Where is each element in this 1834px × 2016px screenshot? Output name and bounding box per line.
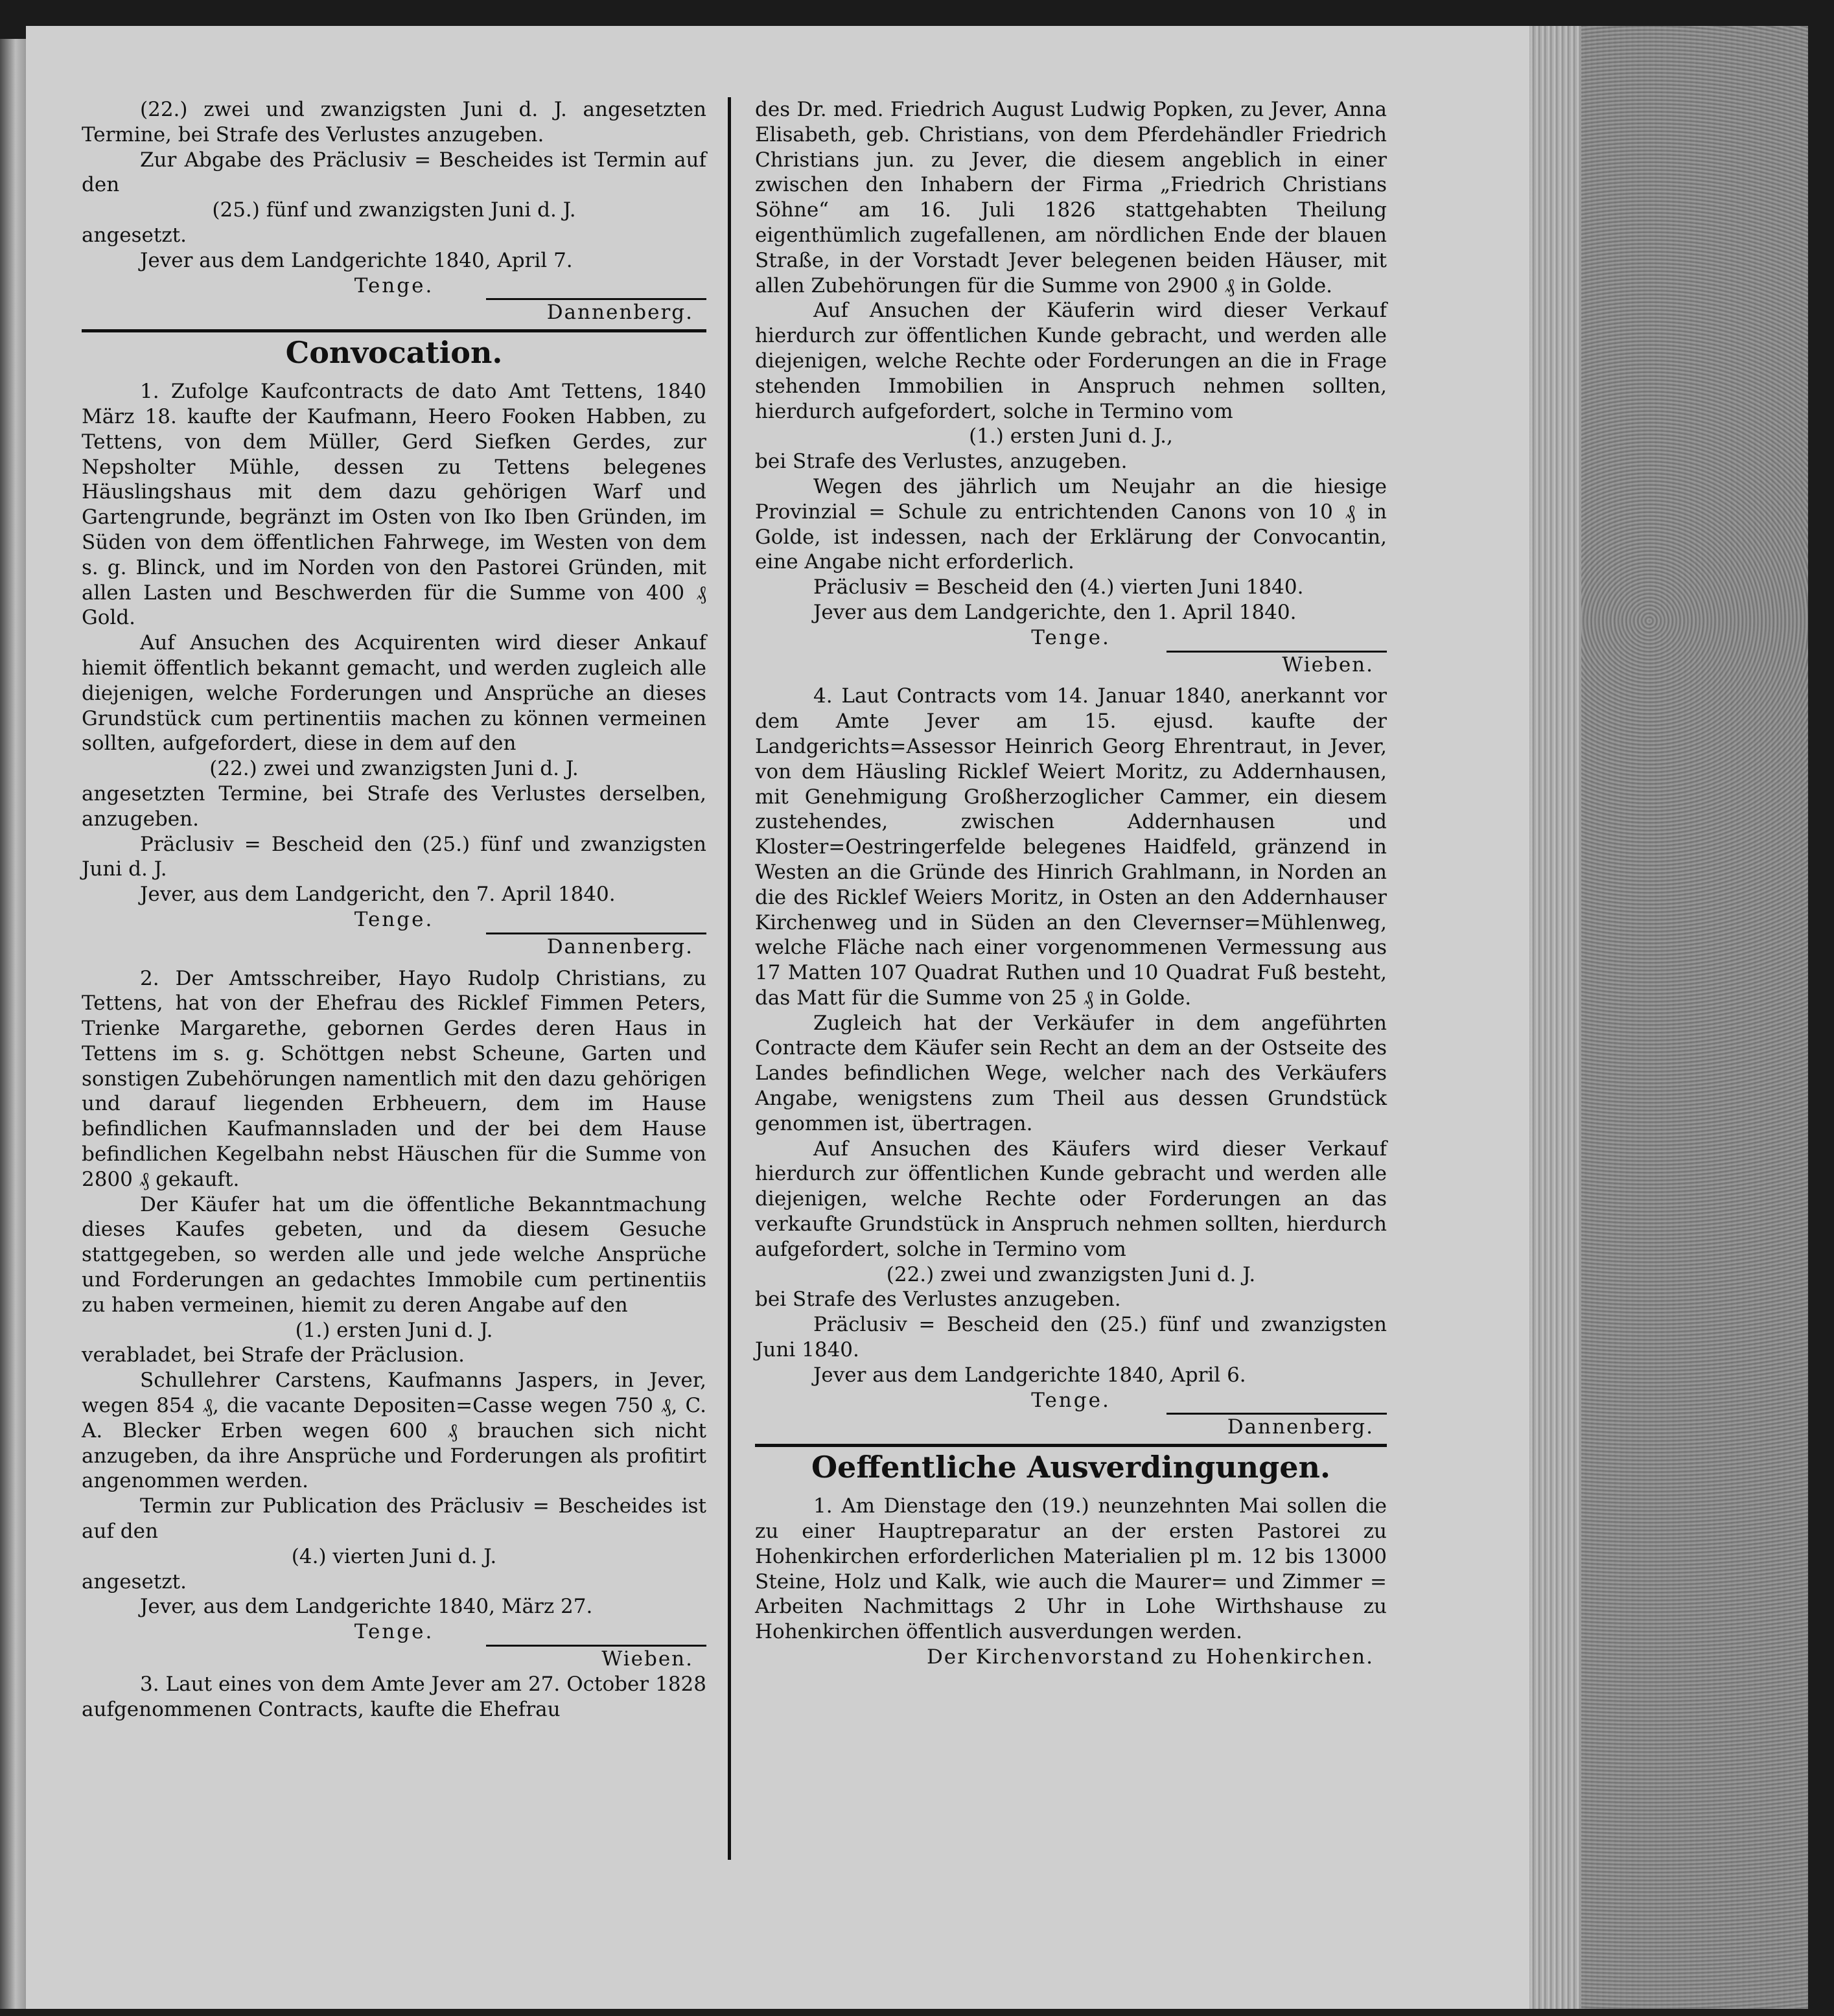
place-date: Jever aus dem Landgerichte, den 1. April 1840. [813, 600, 1297, 624]
book-cover-strip [1581, 26, 1808, 2009]
notice-text: Wegen des jährlich um Neujahr an die hiesige Provinzial = Schule zu entrichtenden Canons von 10 ₰ in Golde, ist indessen, nach der Erklärung der Convocantin, eine Angabe nicht erforderlich. [755, 474, 1387, 574]
notice-date: (1.) ersten Juni d. J., [969, 424, 1173, 448]
notice-text: Präclusiv = Bescheid den (25.) fünf und zwanzigsten Juni 1840. [755, 1313, 1387, 1362]
notice-date: (22.) zwei und zwanzigsten Juni d. J. [209, 757, 579, 781]
place-date: Jever aus dem Landgerichte 1840, April 7. [140, 248, 573, 272]
notice-text: Der Käufer hat um die öffentliche Bekanntmachung dieses Kaufes gebeten, und da diesem Gesuche stattgegeben, so werden alle und jede welche Ansprüche und Forderungen an gedachtes Immobile cum pertinentiis zu haben vermeinen, hiemit zu deren Angabe auf den [82, 1192, 706, 1317]
section-heading: Convocation. [82, 329, 706, 373]
notice-text: Präclusiv = Bescheid den (25.) fünf und zwanzigsten Juni d. J. [82, 832, 706, 881]
notice-text: 1. Zufolge Kaufcontracts de dato Amt Tettens, 1840 März 18. kaufte der Kaufmann, Heero Fooken Habben, zu Tettens, von dem Müller, Gerd Siefken Gerdes, zur Nepsholter Mühle, dessen zu Tettens belegenes Häuslingshaus mit dem dazu gehörigen Warf und Gartengrunde, begränzt im Osten von Iko Iben Gründen, im Süden von dem öffentlichen Fahrwege, im Westen von dem s. g. Blinck, und im Norden von den Pastorei Gründen, mit allen Lasten und Beschwerden für die Summe von 400 ₰ Gold. [82, 380, 706, 630]
notice-text: verabladet, bei Strafe der Präclusion. [82, 1343, 465, 1367]
notice-text: angesetzt. [82, 223, 187, 247]
notice-text: 2. Der Amtsschreiber, Hayo Rudolp Christians, zu Tettens, hat von der Ehefrau des Ricklef Fimmen Peters, Trienke Margarethe, gebornen Gerdes deren Haus in Tettens im s. g. Schöttgen nebst Scheune, Garten und sonstigen Zubehörungen namentlich mit den dazu gehörigen und darauf liegenden Erbheuern, dem im Hause befindlichen Kaufmannsladen und der bei dem Hause befindlichen Kegelbahn nebst Häuschen für die Summe von 2800 ₰ gekauft. [82, 966, 706, 1191]
notice-text: Auf Ansuchen des Käufers wird dieser Verkauf hierdurch zur öffentlichen Kunde gebracht und werden alle diejenigen, welche Rechte oder Forderungen an das verkaufte Grundstück in Anspruch nehmen sollten, hierdurch aufgefordert, solche in Termino vom [755, 1137, 1387, 1261]
notice-text: 1. Am Dienstage den (19.) neunzehnten Mai sollen die zu einer Hauptreparatur an der ersten Pastorei zu Hohenkirchen erforderlichen Materialien pl m. 12 bis 13000 Steine, Holz und Kalk, wie auch die Maurer= und Zimmer = Arbeiten Nachmittags 2 Uhr in Lohe Wirthshause zu Hohenkirchen öffentlich ausverdungen werden. [755, 1494, 1387, 1644]
notice-text: Auf Ansuchen des Acquirenten wird dieser Ankauf hiemit öffentlich bekannt gemacht, und werden zugleich alle diejenigen, welche Forderungen und Ansprüche an dieses Grundstück cum pertinentiis machen zu können vermeinen sollten, aufgefordert, diese in dem auf den [82, 631, 706, 756]
section-heading: Oeffentliche Ausverdingungen. [755, 1444, 1387, 1487]
signer: Der Kirchenvorstand zu Hohenkirchen. [926, 1645, 1374, 1669]
notice-text: des Dr. med. Friedrich August Ludwig Popken, zu Jever, Anna Elisabeth, geb. Christians, von dem Pferdehändler Friedrich Christians jun. zu Jever, die diesem angeblich in einer zwischen den Inhabern der Firma „Friedrich Christians Söhne“ am 16. Juli 1826 stattgehabten Theilung eigenthümlich zugefallenen, am nördlichen Ende der blauen Straße, in der Vorstadt Jever belegenen beiden Häuser, mit allen Zubehörungen für die Summe von 2900 ₰ in Golde. [755, 98, 1387, 297]
notice-text: angesetzten Termine, bei Strafe des Verlustes derselben, anzugeben. [82, 782, 706, 831]
signer: Tenge. [354, 273, 434, 297]
notice-text: angesetzt. [82, 1570, 187, 1593]
place-date: Jever, aus dem Landgericht, den 7. April 1840. [140, 883, 616, 907]
clerk-signature: Wieben. [1167, 651, 1387, 678]
signer: Tenge. [1031, 625, 1111, 649]
clerk-signature: Dannenberg. [486, 933, 706, 960]
notice-text: Zur Abgabe des Präclusiv = Bescheides ist Termin auf den [82, 148, 706, 197]
notice-text: 4. Laut Contracts vom 14. Januar 1840, anerkannt vor dem Amte Jever am 15. ejusd. kaufte der Landgerichts=Assessor Heinrich Georg Ehrentraut, in Jever, von dem Häusling Ricklef Weiert Moritz, zu Addernhausen, mit Genehmigung Großherzoglicher Cammer, ein diesem zustehendes, zwischen Addernhausen und Kloster=Oestringerfelde belegenes Haidfeld, gränzend in Westen an die Gründe des Hinrich Grahlmann, in Norden an die des Ricklef Weiers Moritz, in Osten an den Addernhauser Kirchenweg und in Süden an den Clevernser=Mühlenweg, welche Fläche nach einer vorgenommenen Vermessung aus 17 Matten 107 Quadrat Ruthen und 10 Quadrat Fuß besteht, das Matt für die Summe von 25 ₰ in Golde. [755, 684, 1387, 1010]
notice-text: Präclusiv = Bescheid den (4.) vierten Juni 1840. [813, 575, 1304, 599]
signer: Tenge. [1031, 1388, 1111, 1412]
place-date: Jever aus dem Landgerichte 1840, April 6. [813, 1363, 1246, 1387]
clerk-signature: Dannenberg. [1167, 1413, 1387, 1440]
column-divider [728, 97, 731, 1860]
signer: Tenge. [354, 907, 434, 931]
notice-text: bei Strafe des Verlustes, anzugeben. [755, 450, 1128, 474]
notice-date: (22.) zwei und zwanzigsten Juni d. J. [886, 1262, 1256, 1286]
notice-date: (4.) vierten Juni d. J. [291, 1544, 497, 1568]
clerk-signature: Wieben. [486, 1645, 706, 1672]
right-column [755, 97, 1387, 1670]
notice-date: (1.) ersten Juni d. J. [295, 1318, 493, 1342]
left-column [82, 97, 706, 1722]
notice-text: Auf Ansuchen der Käuferin wird dieser Verkauf hierdurch zur öffentlichen Kunde gebracht, und werden alle diejenigen, welche Rechte oder Forderungen an die in Frage stehenden Immobilien in Anspruch nehmen sollten, hierdurch aufgefordert, solche in Termino vom [755, 299, 1387, 423]
clerk-signature: Dannenberg. [486, 298, 706, 325]
notice-text: Schullehrer Carstens, Kaufmanns Jaspers, in Jever, wegen 854 ₰, die vacante Depositen=Casse wegen 750 ₰, C. A. Blecker Erben wegen 600 ₰ brauchen sich nicht anzugeben, da ihre Ansprüche und Forderungen als profitirt angenommen werden. [82, 1369, 706, 1493]
left-page-edge [0, 39, 26, 2009]
notice-text: 3. Laut eines von dem Amte Jever am 27. October 1828 aufgenommenen Contracts, kaufte die Ehefrau [82, 1672, 706, 1721]
notice-date: (25.) fünf und zwanzigsten Juni d. J. [212, 198, 576, 222]
signer: Tenge. [354, 1620, 434, 1644]
notice-text: Zugleich hat der Verkäufer in dem angeführten Contracte dem Käufer sein Recht an dem an der Ostseite des Landes befindlichen Wege, welcher nach des Verkäufers Angabe, wenigstens zum Theil aus dessen Grundstück genommen ist, übertragen. [755, 1011, 1387, 1135]
notice-text: (22.) zwei und zwanzigsten Juni d. J. angesetzten Termine, bei Strafe des Verlustes anzugeben. [82, 98, 706, 146]
notice-text: Termin zur Publication des Präclusiv = Bescheides ist auf den [82, 1494, 706, 1544]
place-date: Jever, aus dem Landgerichte 1840, März 27. [140, 1595, 593, 1619]
notice-text: bei Strafe des Verlustes anzugeben. [755, 1288, 1121, 1312]
